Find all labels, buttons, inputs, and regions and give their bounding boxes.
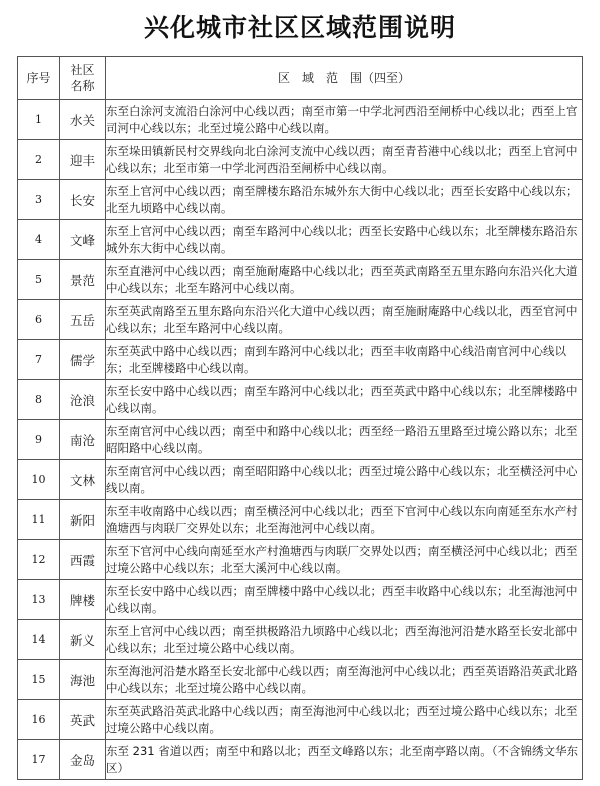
community-name: 长安	[60, 180, 106, 220]
area-description: 东至上官河中心线以西；南至牌楼东路沿东城外东大街中心线以北；西至长安路中心线以东；北至九顷路中心线以南。	[106, 180, 583, 220]
row-no: 11	[18, 500, 60, 540]
community-name: 牌楼	[60, 580, 106, 620]
row-no: 1	[18, 100, 60, 140]
row-no: 4	[18, 220, 60, 260]
row-no: 3	[18, 180, 60, 220]
area-description: 东至英武路沿英武北路中心线以西；南至海池河中心线以北；西至过境公路中心线以东；北至过境公路中心线以南。	[106, 700, 583, 740]
area-description: 东至丰收南路中心线以西；南至横泾河中心线以北；西至下官河中心线以东向南延至东水产村渔塘西与肉联厂交界处以东；北至海池河中心线以南。	[106, 500, 583, 540]
header-area-main: 区 域 范 围	[277, 71, 362, 85]
table-row	[18, 540, 583, 580]
row-no: 5	[18, 260, 60, 300]
community-name: 迎丰	[60, 140, 106, 180]
area-description: 东至上官河中心线以西；南至拱极路沿九顷路中心线以北；西至海池河沿楚水路至长安北部中心线以东；北至过境公路中心线以南。	[106, 620, 583, 660]
area-description: 东至直港河中心线以西；南至施耐庵路中心线以北；西至英武南路至五里东路向东沿兴化大道中心线以东；北至车路河中心线以南。	[106, 260, 583, 300]
district-table	[17, 56, 583, 780]
header-name-line2: 名称	[70, 79, 95, 93]
area-description: 东至下官河中心线向南延至水产村渔塘西与肉联厂交界处以西；南至横泾河中心线以北；西至过境公路中心线以东；北至大溪河中心线以南。	[106, 540, 583, 580]
area-description: 东至白涂河支流沿白涂河中心线以西；南至市第一中学北河西沿至闸桥中心线以北；西至上官司河中心线以东；北至过境公路中心线以南。	[106, 100, 583, 140]
area-description: 东至南官河中心线以西；南至昭阳路中心线以北；西至过境公路中心线以东；北至横泾河中心线以南。	[106, 460, 583, 500]
header-area	[106, 57, 583, 100]
header-name-line1: 社区	[70, 63, 95, 77]
community-name: 儒学	[60, 340, 106, 380]
community-name: 金岛	[60, 740, 106, 780]
table-row	[18, 380, 583, 420]
row-no: 7	[18, 340, 60, 380]
area-description: 东至垛田镇新民村交界线向北白涂河支流中心线以西；南至青苔港中心线以北；西至上官河中心线以东；北至市第一中学北河西沿至闸桥中心线以南。	[106, 140, 583, 180]
area-description: 东至长安中路中心线以西；南至车路河中心线以北；西至英武中路中心线以东；北至牌楼路中心线以南。	[106, 380, 583, 420]
table-row	[18, 580, 583, 620]
table-row	[18, 620, 583, 660]
table-row	[18, 340, 583, 380]
row-no: 15	[18, 660, 60, 700]
row-no: 10	[18, 460, 60, 500]
table-row	[18, 260, 583, 300]
table-row	[18, 100, 583, 140]
table-row	[18, 500, 583, 540]
area-description: 东至长安中路中心线以西；南至牌楼中路中心线以北；西至丰收路中心线以东；北至海池河中心线以南。	[106, 580, 583, 620]
community-name: 文林	[60, 460, 106, 500]
area-description: 东至英武南路至五里东路向东沿兴化大道中心线以西；南至施耐庵路中心线以北，西至官河中心线以东；北至车路河中心线以南。	[106, 300, 583, 340]
community-name: 英武	[60, 700, 106, 740]
row-no: 16	[18, 700, 60, 740]
header-no: 序号	[18, 57, 60, 100]
community-name: 水关	[60, 100, 106, 140]
community-name: 新阳	[60, 500, 106, 540]
table-row	[18, 660, 583, 700]
community-name: 五岳	[60, 300, 106, 340]
header-name	[60, 57, 106, 100]
area-description: 东至 231 省道以西；南至中和路以北；西至文峰路以东；北至南亭路以南。（不含锦绣文华东区）	[106, 740, 583, 780]
table-header-row	[18, 57, 583, 100]
row-no: 12	[18, 540, 60, 580]
community-name: 海池	[60, 660, 106, 700]
row-no: 17	[18, 740, 60, 780]
community-name: 沧浪	[60, 380, 106, 420]
row-no: 2	[18, 140, 60, 180]
page-title: 兴化城市社区区域范围说明	[143, 13, 456, 42]
row-no: 6	[18, 300, 60, 340]
community-name: 文峰	[60, 220, 106, 260]
community-name: 新义	[60, 620, 106, 660]
community-name: 南沧	[60, 420, 106, 460]
row-no: 14	[18, 620, 60, 660]
header-area-suffix: （四至）	[362, 71, 411, 85]
area-description: 东至海池河沿楚水路至长安北部中心线以西；南至海池河中心线以北；西至英语路沿英武北路中心线以东；北至过境公路中心线以南。	[106, 660, 583, 700]
area-description: 东至南官河中心线以西；南至中和路中心线以北；西至经一路沿五里路至过境公路以东；北至昭阳路中心线以南。	[106, 420, 583, 460]
area-description: 东至上官河中心线以西；南至车路河中心线以北；西至长安路中心线以东；北至牌楼东路沿东城外东大街中心线以南。	[106, 220, 583, 260]
table-row	[18, 300, 583, 340]
table-row	[18, 420, 583, 460]
table-row	[18, 180, 583, 220]
row-no: 8	[18, 380, 60, 420]
area-description: 东至英武中路中心线以西；南到车路河中心线以北；西至丰收南路中心线沿南官河中心线以东；北至牌楼路中心线以南。	[106, 340, 583, 380]
row-no: 13	[18, 580, 60, 620]
table-row	[18, 460, 583, 500]
community-name: 西霞	[60, 540, 106, 580]
community-name: 景范	[60, 260, 106, 300]
table-row	[18, 740, 583, 780]
table-row	[18, 700, 583, 740]
table-row	[18, 220, 583, 260]
table-row	[18, 140, 583, 180]
row-no: 9	[18, 420, 60, 460]
